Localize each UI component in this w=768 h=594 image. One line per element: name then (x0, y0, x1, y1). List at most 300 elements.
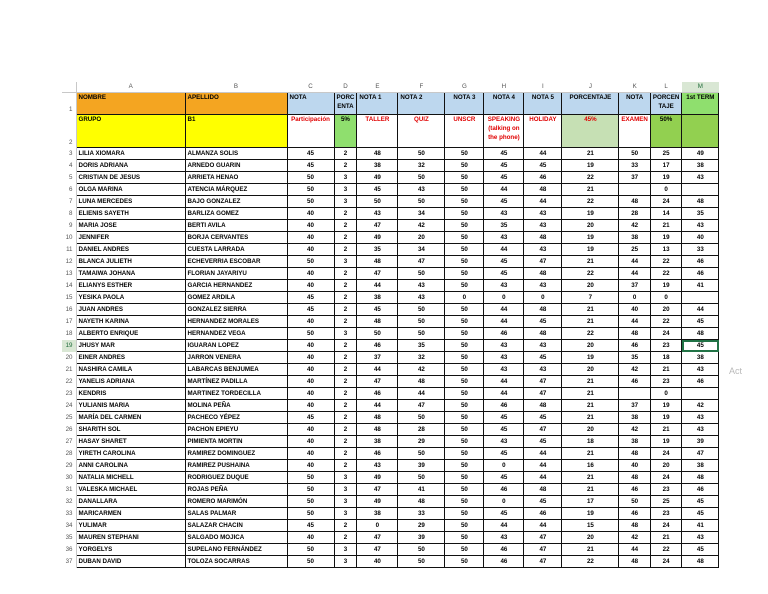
first-term-cell[interactable]: 43 (682, 220, 719, 232)
column-header-a[interactable]: A (76, 82, 185, 93)
porcentaje-45-cell[interactable]: 21 (562, 388, 619, 400)
nota4-speaking-cell[interactable]: 44 (484, 376, 524, 388)
nota-participacion-cell[interactable]: 50 (287, 196, 334, 208)
porcentaje-50-cell[interactable]: 19 (650, 172, 681, 184)
nota1-taller-cell[interactable]: 46 (357, 388, 398, 400)
nombre-cell[interactable]: ALBERTO ENRIQUE (76, 328, 185, 340)
nota-participacion-cell[interactable]: 45 (287, 160, 334, 172)
nota3-unscr-cell[interactable]: 50 (445, 496, 484, 508)
row-header[interactable]: 25 (62, 412, 76, 424)
nota5-holiday-cell[interactable]: 43 (524, 244, 562, 256)
nota2-quiz-cell[interactable]: 32 (398, 160, 445, 172)
nota-participacion-cell[interactable]: 50 (287, 484, 334, 496)
nota-participacion-cell[interactable]: 40 (287, 244, 334, 256)
porcentaje-5-cell[interactable]: 2 (334, 304, 357, 316)
nota1-taller-cell[interactable]: 46 (357, 340, 398, 352)
nota5-holiday-cell[interactable]: 48 (524, 400, 562, 412)
first-term-cell[interactable]: 46 (682, 268, 719, 280)
nota5-holiday-cell[interactable]: 44 (524, 196, 562, 208)
nota-participacion-cell[interactable]: 50 (287, 472, 334, 484)
porcentaje-45-cell[interactable]: 22 (562, 556, 619, 568)
column-header-m[interactable]: M (682, 82, 719, 93)
nota5-holiday-cell[interactable]: 47 (524, 256, 562, 268)
nota2-quiz-cell[interactable]: 50 (398, 196, 445, 208)
nota4-speaking-cell[interactable]: 43 (484, 232, 524, 244)
nota1-taller-cell[interactable]: 48 (357, 316, 398, 328)
nota4-speaking-cell[interactable]: 0 (484, 292, 524, 304)
nota1-taller-cell[interactable]: 50 (357, 196, 398, 208)
nota4-speaking-cell[interactable]: 44 (484, 520, 524, 532)
nota-examen-cell[interactable] (619, 388, 650, 400)
nota1-taller-cell[interactable]: 38 (357, 508, 398, 520)
nota5-holiday-cell[interactable]: 43 (524, 220, 562, 232)
nota-participacion-cell[interactable]: 40 (287, 268, 334, 280)
nota5-holiday-cell[interactable]: 43 (524, 364, 562, 376)
nota2-quiz-cell[interactable]: 44 (398, 388, 445, 400)
nota4-speaking-cell[interactable]: 45 (484, 508, 524, 520)
porcentaje-5-cell[interactable]: 2 (334, 436, 357, 448)
nota3-unscr-cell[interactable]: 50 (445, 532, 484, 544)
porcentaje-45-cell[interactable]: 19 (562, 508, 619, 520)
nota3-unscr-cell[interactable]: 50 (445, 160, 484, 172)
nombre-cell[interactable]: ANNI CAROLINA (76, 460, 185, 472)
nombre-cell[interactable]: DANALLARA (76, 496, 185, 508)
porcentaje-50-cell[interactable]: 22 (650, 268, 681, 280)
nota1-taller-cell[interactable]: 47 (357, 268, 398, 280)
nota4-speaking-cell[interactable]: 46 (484, 544, 524, 556)
row-header[interactable]: 34 (62, 520, 76, 532)
porcentaje-50-cell[interactable]: 0 (650, 388, 681, 400)
porcentaje-45-cell[interactable]: 21 (562, 256, 619, 268)
porcentaje-5-cell[interactable]: 3 (334, 172, 357, 184)
nota3-unscr-cell[interactable]: 50 (445, 184, 484, 196)
apellido-cell[interactable]: BARLIZA GOMEZ (185, 208, 287, 220)
nota2-quiz-cell[interactable]: 32 (398, 352, 445, 364)
nota-examen-cell[interactable]: 28 (619, 208, 650, 220)
porcentaje-50-cell[interactable]: 21 (650, 424, 681, 436)
row-header[interactable]: 32 (62, 496, 76, 508)
apellido-cell[interactable]: ROMERO MARIMÓN (185, 496, 287, 508)
nota1-taller-cell[interactable]: 47 (357, 220, 398, 232)
nombre-cell[interactable]: LILIA XIOMARA (76, 148, 185, 160)
nota2-quiz-cell[interactable]: 20 (398, 232, 445, 244)
row-header[interactable]: 36 (62, 544, 76, 556)
apellido-cell[interactable]: ECHEVERRIA ESCOBAR (185, 256, 287, 268)
first-term-cell[interactable]: 43 (682, 172, 719, 184)
nota3-unscr-cell[interactable]: 50 (445, 412, 484, 424)
header-cell-45pct[interactable]: 45% (562, 115, 619, 148)
nota2-quiz-cell[interactable]: 50 (398, 448, 445, 460)
row-header[interactable]: 3 (62, 148, 76, 160)
nota-examen-cell[interactable]: 44 (619, 544, 650, 556)
nombre-cell[interactable]: KENDRIS (76, 388, 185, 400)
header-cell-speaking[interactable]: SPEAKING (talking on the phone) (484, 115, 524, 148)
row-header[interactable]: 23 (62, 388, 76, 400)
nota-participacion-cell[interactable]: 45 (287, 304, 334, 316)
porcentaje-45-cell[interactable]: 19 (562, 208, 619, 220)
porcentaje-50-cell[interactable]: 23 (650, 484, 681, 496)
nota4-speaking-cell[interactable]: 43 (484, 364, 524, 376)
nota2-quiz-cell[interactable]: 47 (398, 400, 445, 412)
nombre-cell[interactable]: NATALIA MICHELL (76, 472, 185, 484)
nombre-cell[interactable]: DANIEL ANDRES (76, 244, 185, 256)
porcentaje-50-cell[interactable]: 14 (650, 208, 681, 220)
nota4-speaking-cell[interactable]: 43 (484, 352, 524, 364)
header-cell-nombre[interactable]: NOMBRE (76, 93, 185, 115)
porcentaje-5-cell[interactable]: 3 (334, 256, 357, 268)
nota5-holiday-cell[interactable]: 44 (524, 460, 562, 472)
nombre-cell[interactable]: VALESKA MICHAEL (76, 484, 185, 496)
nota3-unscr-cell[interactable]: 50 (445, 148, 484, 160)
porcentaje-45-cell[interactable]: 20 (562, 532, 619, 544)
nota-participacion-cell[interactable]: 50 (287, 184, 334, 196)
row-header[interactable]: 12 (62, 256, 76, 268)
porcentaje-45-cell[interactable]: 21 (562, 484, 619, 496)
row-header[interactable]: 4 (62, 160, 76, 172)
apellido-cell[interactable]: BERTI AVILA (185, 220, 287, 232)
nota1-taller-cell[interactable]: 40 (357, 556, 398, 568)
nota1-taller-cell[interactable]: 45 (357, 184, 398, 196)
first-term-cell[interactable]: 39 (682, 436, 719, 448)
nota5-holiday-cell[interactable]: 48 (524, 268, 562, 280)
nota-examen-cell[interactable]: 38 (619, 436, 650, 448)
porcentaje-50-cell[interactable]: 23 (650, 340, 681, 352)
nota4-speaking-cell[interactable]: 44 (484, 244, 524, 256)
nota3-unscr-cell[interactable]: 50 (445, 460, 484, 472)
first-term-cell[interactable]: 38 (682, 160, 719, 172)
porcentaje-5-cell[interactable]: 2 (334, 268, 357, 280)
nota3-unscr-cell[interactable]: 50 (445, 316, 484, 328)
nombre-cell[interactable]: MARIA JOSE (76, 220, 185, 232)
nota3-unscr-cell[interactable]: 50 (445, 256, 484, 268)
nombre-cell[interactable]: YANELIS ADRIANA (76, 376, 185, 388)
nota1-taller-cell[interactable]: 48 (357, 256, 398, 268)
nota5-holiday-cell[interactable]: 44 (524, 472, 562, 484)
nota5-holiday-cell[interactable]: 47 (524, 556, 562, 568)
first-term-cell[interactable]: 40 (682, 232, 719, 244)
porcentaje-5-cell[interactable]: 2 (334, 244, 357, 256)
porcentaje-50-cell[interactable]: 19 (650, 412, 681, 424)
nota4-speaking-cell[interactable]: 45 (484, 148, 524, 160)
nota-examen-cell[interactable]: 46 (619, 484, 650, 496)
nota-examen-cell[interactable]: 33 (619, 160, 650, 172)
nombre-cell[interactable]: NASHIRA CAMILA (76, 364, 185, 376)
porcentaje-45-cell[interactable]: 22 (562, 196, 619, 208)
nota4-speaking-cell[interactable]: 44 (484, 184, 524, 196)
first-term-cell[interactable] (682, 292, 719, 304)
nota4-speaking-cell[interactable]: 43 (484, 436, 524, 448)
nota4-speaking-cell[interactable]: 44 (484, 304, 524, 316)
nota-participacion-cell[interactable]: 45 (287, 292, 334, 304)
apellido-cell[interactable]: JARRON VENERA (185, 352, 287, 364)
nota-examen-cell[interactable]: 50 (619, 496, 650, 508)
nota1-taller-cell[interactable]: 44 (357, 400, 398, 412)
row-header[interactable]: 9 (62, 220, 76, 232)
nombre-cell[interactable]: YULIANIS MARIA (76, 400, 185, 412)
nota2-quiz-cell[interactable]: 41 (398, 484, 445, 496)
apellido-cell[interactable]: PIMIENTA MORTIN (185, 436, 287, 448)
nota4-speaking-cell[interactable]: 45 (484, 256, 524, 268)
nota-examen-cell[interactable]: 37 (619, 400, 650, 412)
porcentaje-45-cell[interactable]: 17 (562, 496, 619, 508)
porcentaje-5-cell[interactable]: 2 (334, 280, 357, 292)
nota-participacion-cell[interactable]: 40 (287, 340, 334, 352)
nota2-quiz-cell[interactable]: 43 (398, 280, 445, 292)
nota4-speaking-cell[interactable]: 45 (484, 424, 524, 436)
first-term-cell[interactable]: 45 (682, 508, 719, 520)
row-header[interactable]: 33 (62, 508, 76, 520)
nota5-holiday-cell[interactable]: 48 (524, 304, 562, 316)
nota2-quiz-cell[interactable]: 50 (398, 544, 445, 556)
apellido-cell[interactable]: TOLOZA SOCARRAS (185, 556, 287, 568)
nota3-unscr-cell[interactable]: 50 (445, 208, 484, 220)
apellido-cell[interactable]: RAMIREZ PUSHAINA (185, 460, 287, 472)
apellido-cell[interactable]: BAJO GONZALEZ (185, 196, 287, 208)
header-cell-unscr[interactable]: UNSCR (445, 115, 484, 148)
nota-examen-cell[interactable]: 42 (619, 532, 650, 544)
porcentaje-45-cell[interactable]: 20 (562, 364, 619, 376)
nota5-holiday-cell[interactable]: 47 (524, 532, 562, 544)
nota3-unscr-cell[interactable]: 50 (445, 544, 484, 556)
row-header[interactable]: 21 (62, 364, 76, 376)
nota5-holiday-cell[interactable]: 47 (524, 376, 562, 388)
nota4-speaking-cell[interactable]: 44 (484, 316, 524, 328)
nota1-taller-cell[interactable]: 47 (357, 376, 398, 388)
first-term-cell[interactable]: 46 (682, 484, 719, 496)
porcentaje-50-cell[interactable]: 22 (650, 544, 681, 556)
nota5-holiday-cell[interactable]: 45 (524, 316, 562, 328)
nota3-unscr-cell[interactable]: 50 (445, 424, 484, 436)
porcentaje-5-cell[interactable]: 3 (334, 556, 357, 568)
porcentaje-5-cell[interactable]: 2 (334, 412, 357, 424)
nombre-cell[interactable]: MARÍA DEL CARMEN (76, 412, 185, 424)
apellido-cell[interactable]: PACHON EPIEYU (185, 424, 287, 436)
nombre-cell[interactable]: TAMAIWA JOHANA (76, 268, 185, 280)
nota1-taller-cell[interactable]: 49 (357, 172, 398, 184)
first-term-cell[interactable]: 45 (682, 316, 719, 328)
nombre-cell[interactable]: ELIANYS ESTHER (76, 280, 185, 292)
first-term-cell[interactable]: 33 (682, 244, 719, 256)
select-all-corner[interactable] (62, 82, 76, 93)
porcentaje-5-cell[interactable]: 2 (334, 160, 357, 172)
first-term-cell[interactable]: 35 (682, 208, 719, 220)
first-term-cell[interactable]: 45 (682, 496, 719, 508)
column-header-b[interactable]: B (185, 82, 287, 93)
nota5-holiday-cell[interactable]: 45 (524, 436, 562, 448)
nombre-cell[interactable]: ELIENIS SAYETH (76, 208, 185, 220)
first-term-cell[interactable]: 38 (682, 460, 719, 472)
porcentaje-50-cell[interactable]: 24 (650, 556, 681, 568)
nombre-cell[interactable]: YESIKA PAOLA (76, 292, 185, 304)
nombre-cell[interactable]: DORIS ADRIANA (76, 160, 185, 172)
nota1-taller-cell[interactable]: 38 (357, 292, 398, 304)
header-cell-examen[interactable]: EXAMEN (619, 115, 650, 148)
nota3-unscr-cell[interactable]: 50 (445, 472, 484, 484)
first-term-cell[interactable]: 43 (682, 424, 719, 436)
nota3-unscr-cell[interactable]: 50 (445, 280, 484, 292)
nota-participacion-cell[interactable]: 40 (287, 352, 334, 364)
header-cell-porcentaje-2[interactable]: PORCEN TAJE (650, 93, 681, 115)
first-term-cell[interactable]: 43 (682, 364, 719, 376)
porcentaje-45-cell[interactable]: 21 (562, 412, 619, 424)
nota5-holiday-cell[interactable]: 45 (524, 496, 562, 508)
nota2-quiz-cell[interactable]: 33 (398, 508, 445, 520)
nota5-holiday-cell[interactable]: 47 (524, 544, 562, 556)
header-cell-nota2[interactable]: NOTA 2 (398, 93, 445, 115)
nota5-holiday-cell[interactable]: 47 (524, 424, 562, 436)
porcentaje-45-cell[interactable]: 19 (562, 352, 619, 364)
porcentaje-50-cell[interactable]: 24 (650, 472, 681, 484)
header-cell-5pct[interactable]: 5% (334, 115, 357, 148)
nota4-speaking-cell[interactable]: 45 (484, 268, 524, 280)
nota3-unscr-cell[interactable]: 50 (445, 376, 484, 388)
column-header-e[interactable]: E (357, 82, 398, 93)
nota-participacion-cell[interactable]: 40 (287, 400, 334, 412)
nota1-taller-cell[interactable]: 48 (357, 148, 398, 160)
porcentaje-5-cell[interactable]: 3 (334, 184, 357, 196)
row-header[interactable]: 26 (62, 424, 76, 436)
porcentaje-50-cell[interactable]: 22 (650, 256, 681, 268)
column-header-g[interactable]: G (445, 82, 484, 93)
first-term-cell[interactable]: 48 (682, 196, 719, 208)
apellido-cell[interactable]: FLORIAN JAYARIYU (185, 268, 287, 280)
row-header[interactable]: 30 (62, 472, 76, 484)
nota1-taller-cell[interactable]: 46 (357, 448, 398, 460)
first-term-cell[interactable]: 41 (682, 520, 719, 532)
apellido-cell[interactable]: ROJAS PEÑA (185, 484, 287, 496)
column-header-h[interactable]: H (484, 82, 524, 93)
nota1-taller-cell[interactable]: 38 (357, 160, 398, 172)
header-cell-nota3[interactable]: NOTA 3 (445, 93, 484, 115)
nota1-taller-cell[interactable]: 48 (357, 424, 398, 436)
nota4-speaking-cell[interactable]: 43 (484, 532, 524, 544)
nombre-cell[interactable]: MARICARMEN (76, 508, 185, 520)
nota-participacion-cell[interactable]: 50 (287, 556, 334, 568)
nota-participacion-cell[interactable]: 50 (287, 544, 334, 556)
nota-examen-cell[interactable]: 40 (619, 304, 650, 316)
nota2-quiz-cell[interactable]: 50 (398, 304, 445, 316)
column-header-d[interactable]: D (334, 82, 357, 93)
porcentaje-50-cell[interactable]: 24 (650, 328, 681, 340)
nota3-unscr-cell[interactable]: 50 (445, 400, 484, 412)
porcentaje-5-cell[interactable]: 2 (334, 220, 357, 232)
nota2-quiz-cell[interactable]: 47 (398, 256, 445, 268)
nombre-cell[interactable]: MAUREN STEPHANI (76, 532, 185, 544)
nota3-unscr-cell[interactable]: 50 (445, 448, 484, 460)
nota-participacion-cell[interactable]: 50 (287, 256, 334, 268)
row-header[interactable]: 18 (62, 328, 76, 340)
nombre-cell[interactable]: DUBAN DAVID (76, 556, 185, 568)
row-header[interactable]: 1 (62, 93, 76, 115)
porcentaje-50-cell[interactable]: 0 (650, 292, 681, 304)
porcentaje-50-cell[interactable]: 0 (650, 184, 681, 196)
nota-examen-cell[interactable]: 37 (619, 280, 650, 292)
apellido-cell[interactable]: GOMEZ ARDILA (185, 292, 287, 304)
nota3-unscr-cell[interactable]: 0 (445, 292, 484, 304)
nota-examen-cell[interactable]: 40 (619, 460, 650, 472)
header-cell-nota[interactable]: NOTA (287, 93, 334, 115)
nombre-cell[interactable]: YIRETH CAROLINA (76, 448, 185, 460)
nota1-taller-cell[interactable]: 38 (357, 436, 398, 448)
nota-examen-cell[interactable]: 46 (619, 340, 650, 352)
apellido-cell[interactable]: CUESTA LARRADA (185, 244, 287, 256)
first-term-cell[interactable] (682, 184, 719, 196)
nota-examen-cell[interactable]: 42 (619, 424, 650, 436)
nota-participacion-cell[interactable]: 40 (287, 232, 334, 244)
nombre-cell[interactable]: YORGELYS (76, 544, 185, 556)
header-cell-taller[interactable]: TALLER (357, 115, 398, 148)
nota-participacion-cell[interactable]: 45 (287, 520, 334, 532)
header-cell-term-blank[interactable] (682, 115, 719, 148)
first-term-cell[interactable]: 45 (682, 340, 719, 352)
porcentaje-5-cell[interactable]: 2 (334, 532, 357, 544)
header-cell-nota4[interactable]: NOTA 4 (484, 93, 524, 115)
porcentaje-5-cell[interactable]: 2 (334, 316, 357, 328)
nota4-speaking-cell[interactable]: 45 (484, 160, 524, 172)
nota-examen-cell[interactable]: 38 (619, 232, 650, 244)
apellido-cell[interactable]: RAMIREZ DOMINGUEZ (185, 448, 287, 460)
porcentaje-5-cell[interactable]: 2 (334, 400, 357, 412)
porcentaje-5-cell[interactable]: 2 (334, 460, 357, 472)
nota-examen-cell[interactable]: 48 (619, 472, 650, 484)
nota5-holiday-cell[interactable]: 46 (524, 172, 562, 184)
nota3-unscr-cell[interactable]: 50 (445, 364, 484, 376)
nota1-taller-cell[interactable]: 45 (357, 304, 398, 316)
porcentaje-50-cell[interactable]: 19 (650, 232, 681, 244)
nota4-speaking-cell[interactable]: 43 (484, 280, 524, 292)
porcentaje-50-cell[interactable]: 19 (650, 280, 681, 292)
nota-participacion-cell[interactable]: 40 (287, 424, 334, 436)
row-header[interactable]: 22 (62, 376, 76, 388)
nombre-cell[interactable]: LUNA MERCEDES (76, 196, 185, 208)
nota2-quiz-cell[interactable]: 50 (398, 556, 445, 568)
row-header[interactable]: 8 (62, 208, 76, 220)
porcentaje-45-cell[interactable]: 21 (562, 472, 619, 484)
apellido-cell[interactable]: PACHECO YÉPEZ (185, 412, 287, 424)
first-term-cell[interactable]: 49 (682, 148, 719, 160)
porcentaje-50-cell[interactable]: 24 (650, 196, 681, 208)
nota5-holiday-cell[interactable]: 43 (524, 280, 562, 292)
row-header[interactable]: 35 (62, 532, 76, 544)
porcentaje-5-cell[interactable]: 3 (334, 496, 357, 508)
porcentaje-50-cell[interactable]: 17 (650, 160, 681, 172)
apellido-cell[interactable]: HERNANDEZ VEGA (185, 328, 287, 340)
porcentaje-50-cell[interactable]: 24 (650, 520, 681, 532)
porcentaje-5-cell[interactable]: 2 (334, 364, 357, 376)
nota2-quiz-cell[interactable]: 48 (398, 496, 445, 508)
nota4-speaking-cell[interactable]: 46 (484, 400, 524, 412)
nota-participacion-cell[interactable]: 40 (287, 436, 334, 448)
nota4-speaking-cell[interactable]: 45 (484, 448, 524, 460)
row-header[interactable]: 16 (62, 304, 76, 316)
nota2-quiz-cell[interactable]: 50 (398, 472, 445, 484)
porcentaje-45-cell[interactable]: 21 (562, 376, 619, 388)
first-term-cell[interactable]: 41 (682, 280, 719, 292)
nota3-unscr-cell[interactable]: 50 (445, 196, 484, 208)
porcentaje-45-cell[interactable]: 7 (562, 292, 619, 304)
nota1-taller-cell[interactable]: 50 (357, 328, 398, 340)
porcentaje-50-cell[interactable]: 20 (650, 460, 681, 472)
row-header[interactable]: 7 (62, 196, 76, 208)
column-header-c[interactable]: C (287, 82, 334, 93)
porcentaje-5-cell[interactable]: 2 (334, 292, 357, 304)
apellido-cell[interactable]: ALMANZA SOLIS (185, 148, 287, 160)
nota4-speaking-cell[interactable]: 43 (484, 208, 524, 220)
nota3-unscr-cell[interactable]: 50 (445, 268, 484, 280)
apellido-cell[interactable]: ATENCIA MÁRQUEZ (185, 184, 287, 196)
apellido-cell[interactable]: SALGADO MOJICA (185, 532, 287, 544)
porcentaje-50-cell[interactable]: 19 (650, 436, 681, 448)
